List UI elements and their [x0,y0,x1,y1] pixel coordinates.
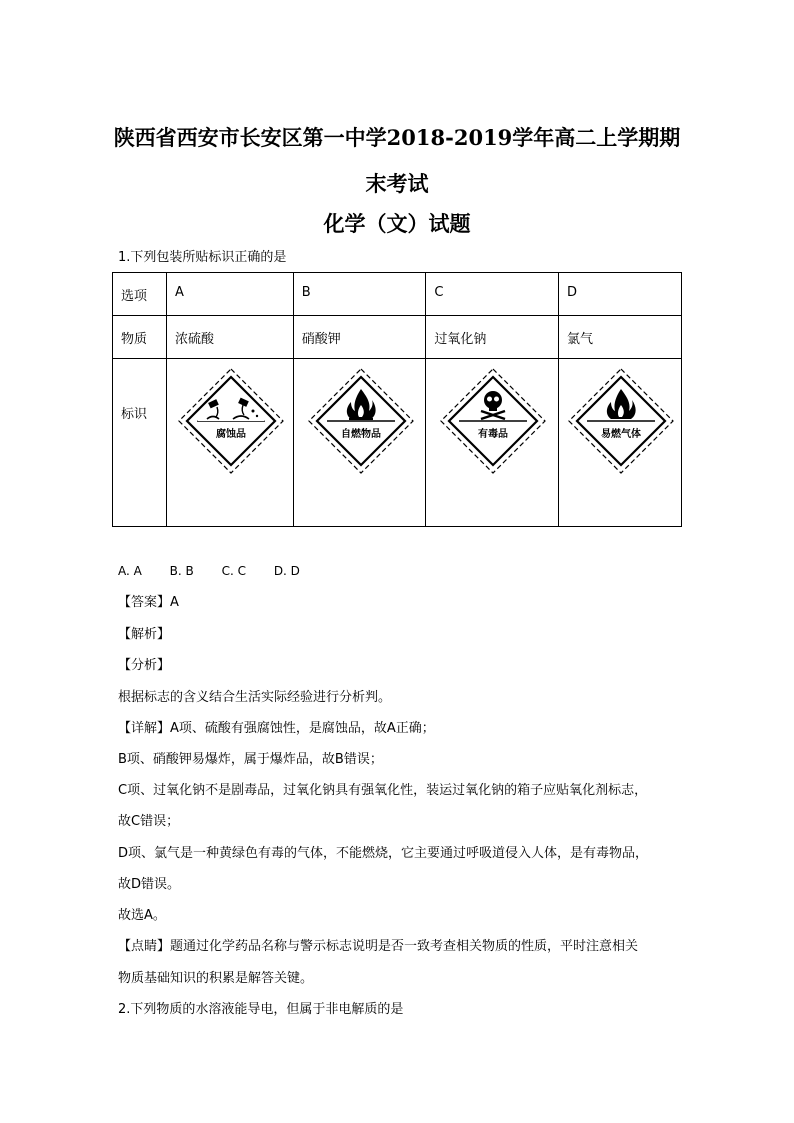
spontaneous-combustion-sign [307,367,415,475]
option-d: D. D [273,564,300,578]
toxic-sign [439,367,547,475]
sign-label-d: 易燃气体 [601,429,641,440]
flammable-gas-sign [567,367,675,475]
q1-detail-3b: 故C错误； [118,814,180,829]
sign-label-c: 有毒品 [478,429,509,440]
cell-sign-c [426,359,559,527]
sign-label-b: 自燃物品 [340,429,381,440]
cell-substance-a: 浓硫酸 [166,316,293,359]
cell-substance-b: 硝酸钾 [293,316,426,359]
cell-sign-label: 标识 [113,359,167,527]
cell-header-a: A [166,273,293,316]
sign-label-a: 腐蚀品 [215,429,246,440]
q1-detail-4a: D项、氯气是一种黄绿色有毒的气体，不能燃烧，它主要通过呼吸道侵入人体，是有毒物品， [118,846,649,861]
q1-fenxi-text: 根据标志的含义结合生活实际经验进行分析判。 [118,690,392,705]
option-a: A. A [118,564,142,578]
q1-dianjing-a: 【点睛】题通过化学药品名称与警示标志说明是否一致考查相关物质的性质，平时注意相关 [118,939,639,954]
doc-subtitle: 化学（文）试题 [323,211,471,236]
cell-header-0: 选项 [113,273,167,316]
cell-sign-d [559,359,682,527]
q1-answer: 【答案】A [118,595,179,610]
q1-dianjing-b: 物质基础知识的积累是解答关键。 [118,971,314,986]
cell-header-d: D [559,273,682,316]
option-b: B. B [169,564,194,578]
q1-detail-3a: C项、过氧化钠不是剧毒品，过氧化钠具有强氧化性，装运过氧化钠的箱子应贴氧化剂标志， [118,783,648,798]
table-row-header [113,273,682,316]
q2-stem: 2.下列物质的水溶液能导电，但属于非电解质的是 [118,1002,404,1017]
doc-title-line2: 末考试 [365,171,429,196]
q1-detail-1: 【详解】A项、硫酸有强腐蚀性，是腐蚀品，故A正确； [118,721,435,736]
q1-options [118,564,324,578]
table-row-substance [113,316,682,359]
q1-conclusion: 故选A。 [118,908,166,923]
q1-table [112,272,682,527]
cell-header-c: C [426,273,559,316]
cell-substance-d: 氯气 [559,316,682,359]
cell-substance-label: 物质 [113,316,167,359]
q1-detail-4b: 故D错误。 [118,877,181,892]
q1-fenxi-heading: 【分析】 [118,658,171,673]
cell-substance-c: 过氧化钠 [426,316,559,359]
corrosive-sign [177,367,285,475]
q1-analysis-heading: 【解析】 [118,627,171,642]
cell-header-b: B [293,273,426,316]
cell-sign-b [293,359,426,527]
table-row-sign [113,359,682,527]
q1-stem: 1.下列包装所贴标识正确的是 [118,250,287,265]
q1-detail-2: B项、硝酸钾易爆炸，属于爆炸品，故B错误； [118,752,383,767]
cell-sign-a [166,359,293,527]
option-c: C. C [221,564,246,578]
doc-title-line1: 陕西省西安市长安区第一中学2018-2019学年高二上学期期 [113,125,681,150]
